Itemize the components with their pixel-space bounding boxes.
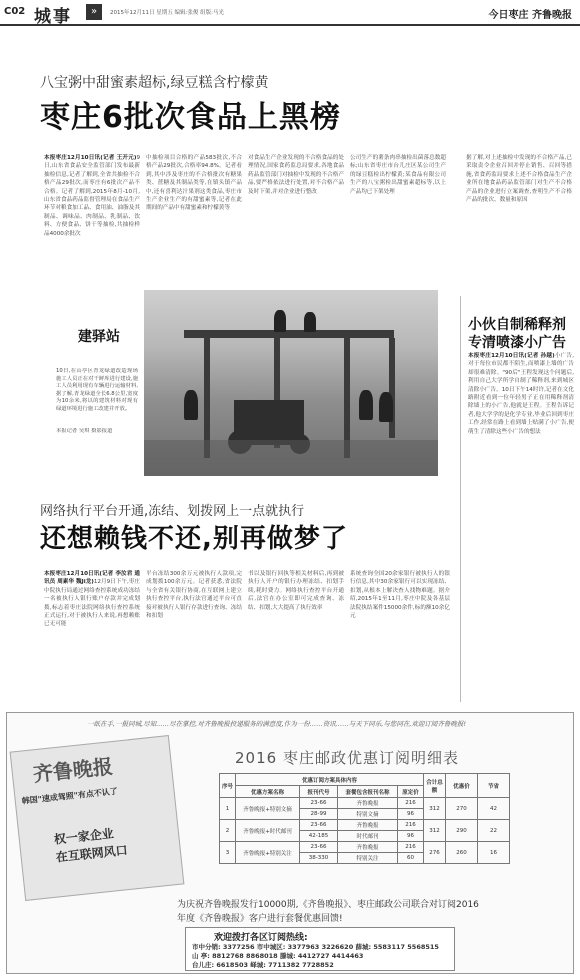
row-code: 23-66 bbox=[300, 820, 338, 831]
row-price: 216 bbox=[398, 842, 424, 853]
story1-lead: 本报枣庄12月10日讯(记者 王开元) bbox=[44, 155, 137, 161]
row-paper: 齐鲁晚报 bbox=[338, 820, 398, 831]
table-header: 序号 bbox=[220, 774, 236, 798]
side-title-2: 专清喷漆小广告 bbox=[468, 335, 566, 351]
table-header: 原定价 bbox=[398, 786, 424, 798]
row-total: 276 bbox=[424, 842, 446, 864]
brand-masthead: 今日枣庄 齐鲁晚报 bbox=[488, 10, 572, 21]
row-price: 216 bbox=[398, 820, 424, 831]
side-lead: 本报枣庄12月10日讯(记者 孙越) bbox=[468, 353, 555, 359]
row-total: 312 bbox=[424, 798, 446, 820]
section-title: 城事 bbox=[34, 7, 72, 27]
row-save: 16 bbox=[478, 842, 510, 864]
newspaper-image bbox=[10, 735, 185, 901]
row-total: 312 bbox=[424, 820, 446, 842]
story2-headline: 还想赖钱不还,别再做梦了 bbox=[40, 524, 348, 554]
row-name: 齐鲁晚报+特别文摘 bbox=[236, 798, 300, 820]
row-price: 96 bbox=[398, 809, 424, 820]
row-price: 60 bbox=[398, 853, 424, 864]
story1-kicker: 八宝粥中甜蜜素超标,绿豆糕含柠檬黄 bbox=[40, 75, 269, 91]
row-price: 216 bbox=[398, 798, 424, 809]
row-promo: 270 bbox=[446, 798, 478, 820]
story1-col-2: 中抽检项目合格的产品583批次,不合格产品29批次,合格率94.8%。记者看到,其中涉及枣庄的不合格批次有糖果类、蔗糖及其制品类等,在镇头镇产品中,还有喜利达汁果剂这类食品,枣庄市生产企业生产的有甜蜜素等,记者在此期间的产品中有甜蜜素和柠檬黄等 bbox=[146, 155, 242, 212]
row-no: 1 bbox=[220, 798, 236, 820]
story1-col-1-text: 9日,山东省食品安全监管部门发布最新抽检信息,记者了解到,全省共抽检不合格产品29批次,而枣庄有6批次产品不合格。记者了解到,2015年8月-10月,山东省食品药品监督管理局在食品生产环节对粮食加工品、食用油、油脂及其制品、调味品、肉制品、乳制品、饮料、方便食品、饼干等抽检,共抽检样品4000余批次 bbox=[44, 155, 140, 237]
hotline-line: 市中分销: 3377256 市中城区: 3377963 3226620 薛城: 5583117 5568515 bbox=[192, 943, 439, 951]
table-row bbox=[220, 842, 510, 853]
column-rule bbox=[460, 296, 461, 702]
table-header: 合计总额 bbox=[424, 774, 446, 798]
row-paper: 齐鲁晚报 bbox=[338, 842, 398, 853]
ad-promo-line-1: 为庆祝齐鲁晚报发行10000期,《齐鲁晚报》、枣庄邮政公司联合对订阅2016 bbox=[177, 900, 479, 910]
story1-col-3: 对食品生产企业发现的不合格食品的处理情况,国家食药监总局要求,各地食品药品监管部门对抽检中发现的不合格产品,要严格依法进行处置,对不合格产品及时下架,并对企业进行整改 bbox=[248, 155, 344, 195]
ad-slogan: 一纸在手,一报同城,尽知……尽在掌控,对齐鲁晚报投递服务的满意度,作为一份……资讯……与天下同乐,与您同在,欢迎订阅齐鲁晚报! bbox=[87, 720, 467, 728]
table-row bbox=[220, 798, 510, 809]
ad-promo-line-2: 年度《齐鲁晚报》客户进行套餐优惠回馈! bbox=[177, 914, 343, 924]
row-name: 齐鲁晚报+特别关注 bbox=[236, 842, 300, 864]
row-paper: 时代邮刊 bbox=[338, 831, 398, 842]
table-header: 套餐包含报刊名称 bbox=[338, 786, 398, 798]
side-title-1: 小伙自制稀释剂 bbox=[468, 317, 566, 333]
page-number: C02 bbox=[4, 6, 26, 17]
row-promo: 290 bbox=[446, 820, 478, 842]
hotline-title: 欢迎拨打各区订阅热线: bbox=[214, 933, 308, 943]
row-paper: 特别文摘 bbox=[338, 809, 398, 820]
row-code: 23-66 bbox=[300, 798, 338, 809]
subscription-ad bbox=[6, 712, 574, 974]
hotline-box bbox=[185, 927, 455, 971]
table-header: 报刊代号 bbox=[300, 786, 338, 798]
row-paper: 特别关注 bbox=[338, 853, 398, 864]
photo-title: 建驿站 bbox=[78, 329, 120, 345]
table-header: 优惠方案名称 bbox=[236, 786, 300, 798]
photo-caption: 10日,在山亭区青龙绿道改造现场施工人员正在对干鲜库进行建设,施工人员利用现有车辆进行运输材料,据了解,青龙绿道全长6.8公里,宽度为10余米,将以的建筑材料对现有绿道环境进行施工改建并开放。 bbox=[56, 368, 138, 412]
construction-photo bbox=[144, 290, 438, 476]
issue-meta: 2015年12月11日 星期五 编辑:张俊 组版:马光 bbox=[110, 10, 224, 16]
page-header bbox=[0, 0, 580, 26]
row-save: 22 bbox=[478, 820, 510, 842]
double-chevron-icon: » bbox=[86, 4, 102, 20]
row-no: 3 bbox=[220, 842, 236, 864]
side-story-text: 小广告,对于每位市民都不陌生,而喷漆上墙的广告却很难清除。"90后"王程发现这个问题后,利用自己大学所学自制了稀释剂,来到城区清除小广告。10日下午14时许,记者在文化路附近看到一位年轻男子正在用稀释剂清除墙上的小广告,他就是王程。王程告诉记者,他大学学的是化学专业,毕业后回到枣庄工作,经常在路上看到墙上贴满了小广告,便萌生了清除这些小广告的想法 bbox=[468, 353, 574, 435]
row-save: 42 bbox=[478, 798, 510, 820]
paper-line-1: 韩国"速成驾照"有点不认了 bbox=[21, 786, 119, 806]
row-code: 28-99 bbox=[300, 809, 338, 820]
row-name: 齐鲁晚报+时代邮刊 bbox=[236, 820, 300, 842]
row-no: 2 bbox=[220, 820, 236, 842]
paper-line-2: 权一家企业 bbox=[53, 826, 115, 847]
row-price: 96 bbox=[398, 831, 424, 842]
ad-title: 2016 枣庄邮政优惠订阅明细表 bbox=[235, 749, 459, 767]
row-paper: 齐鲁晚报 bbox=[338, 798, 398, 809]
story1-col-5: 据了解,对上述抽检中发现的不合格产品,已采取责令企业召回并停止销售、召回等措施,省食药监局要求上述不合格食品生产企业所在地食品药品监管部门对生产不合格产品的企业进行立案调查,查明生产不合格产品的批次、数量和原因 bbox=[466, 155, 572, 204]
photo-credit: 本报记者 吴琪 摄影报道 bbox=[56, 428, 113, 434]
table-header: 优惠价 bbox=[446, 774, 478, 798]
row-code: 42-185 bbox=[300, 831, 338, 842]
paper-masthead: 齐鲁晚报 bbox=[31, 754, 114, 787]
story2-lead: 本报枣庄12月10日讯(记者 李汝君 通讯员 周素华 魏Ji龙) bbox=[44, 571, 140, 586]
hotline-line: 台儿庄: 6618503 峄城: 7711382 7728852 bbox=[192, 961, 334, 969]
story1-headline: 枣庄6批次食品上黑榜 bbox=[40, 100, 341, 135]
table-caption: 优惠订阅方案具体内容 bbox=[236, 774, 424, 786]
story2-col-1 bbox=[44, 570, 140, 706]
story1-col-4: 公司生产的薯条肉串抽检出菌落总数超标;山东省枣庄市台儿庄区某公司生产的绿豆糕检出柠檬黄;某食品有限公司生产的八宝粥检出甜蜜素超标等,以上产品均已下架处理 bbox=[350, 155, 446, 195]
row-code: 38-330 bbox=[300, 853, 338, 864]
table-row bbox=[220, 820, 510, 831]
story2-col-3: 书以及银行回执等相关材料后,再到被执行人开户的银行办理冻结、扣划手续,耗时费力。网络执行查控平台开通后,法官在办公室即可完成查询、冻结、扣划,大大提高了执行效率 bbox=[248, 571, 344, 611]
story2-kicker: 网络执行平台开通,冻结、划拨网上一点就执行 bbox=[40, 504, 305, 519]
story2-col-4: 系统查询全国20余家银行被执行人的银行信息,其中30余家银行可以实现冻结、扣划,从根本上解决查人找物难题。据介绍,2015年1至11月,枣庄中院及各基层法院执结案件15000余件,标的额10余亿元 bbox=[350, 571, 450, 620]
story2-col-2: 平台冻结300余万元被执行人款项,完成划拨100余万元。记者获悉,省法院与全省有关银行协商,在互联网上建立执行查控平台,执行法官通过平台可直接对被执行人银行存款进行查询、冻结和扣划 bbox=[146, 571, 242, 620]
table-header: 节省 bbox=[478, 774, 510, 798]
row-code: 23-66 bbox=[300, 842, 338, 853]
side-story-body bbox=[468, 352, 574, 702]
story2-col-1-text: 12月9日下午,枣庄中院执行局通过网络查控系统成功冻结一名被执行人银行账户存款并完成划拨,标志着枣庄法院网络执行查控系统正式运行,对于被执行人来说,再想赖账已无可能 bbox=[44, 579, 140, 628]
paper-line-3: 在互联网风口 bbox=[55, 843, 129, 865]
subscription-table bbox=[219, 773, 510, 864]
story1-col-1 bbox=[44, 154, 140, 284]
row-promo: 260 bbox=[446, 842, 478, 864]
hotline-line: 山 亭: 8812768 8868018 滕城: 4412727 4414463 bbox=[192, 952, 364, 960]
